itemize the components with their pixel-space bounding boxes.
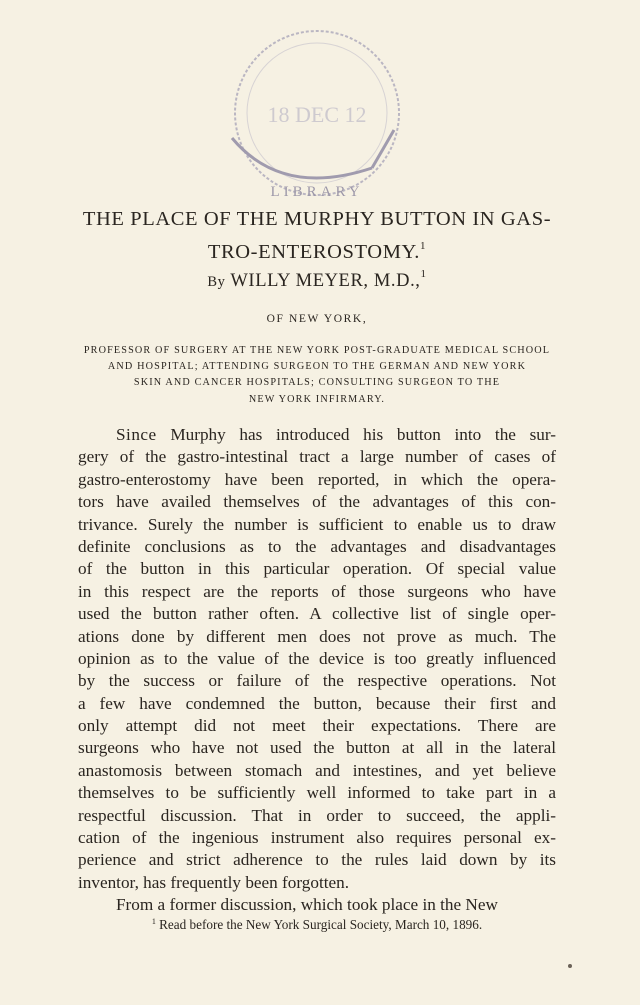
affiliation-line: PROFESSOR OF SURGERY AT THE NEW YORK POST-GRADUATE MEDICAL SCHOOL xyxy=(83,345,551,356)
affiliation-line: AND HOSPITAL; ATTENDING SURGEON TO THE GERMAN AND NEW YORK xyxy=(107,361,527,373)
body-line: in this respect are the reports of those surgeons who have xyxy=(78,581,556,601)
body-line: a few have condemned the button, because their first and xyxy=(78,693,556,713)
body-first-word: Since xyxy=(116,425,157,444)
article-title xyxy=(78,206,556,266)
body-line: From a former discussion, which took place in the New xyxy=(116,895,498,915)
body-line: ations done by different men does not prove as much. The xyxy=(78,626,556,646)
body-line: gery of the gastro-intestinal tract a large number of cases of xyxy=(78,447,556,467)
byline xyxy=(78,268,556,292)
body-line: gastro-enterostomy have been reported, in which the opera- xyxy=(78,469,556,489)
body-line: cation of the ingenious instrument also requires personal ex- xyxy=(78,828,556,848)
title-footnote-mark: 1 xyxy=(420,240,427,252)
affiliation-line: NEW YORK INFIRMARY. xyxy=(248,393,386,405)
body-line: themselves to be sufficiently well informed to take part in a xyxy=(78,783,556,803)
author-name: WILLY MEYER, M.D., xyxy=(230,271,421,291)
body-line: surgeons who have not used the button at all in the lateral xyxy=(78,738,556,758)
stamp-date: 18 DEC 12 xyxy=(267,102,367,127)
author-affiliation xyxy=(78,343,556,408)
stamp-label: LIBRARY xyxy=(270,184,364,200)
title-line-1: THE PLACE OF THE MURPHY BUTTON IN GAS- xyxy=(82,208,552,230)
footnote-mark: 1 xyxy=(151,917,156,926)
body-line: trivance. Surely the number is sufficient to enable us to draw xyxy=(78,514,556,534)
ink-speck xyxy=(568,964,572,968)
footnote xyxy=(78,917,556,933)
affiliation-line: SKIN AND CANCER HOSPITALS; CONSULTING SURGEON TO THE xyxy=(133,377,501,389)
author-footnote-mark: 1 xyxy=(420,268,427,280)
author-location: OF NEW YORK, xyxy=(266,313,368,325)
library-stamp xyxy=(222,18,412,208)
body-text xyxy=(78,424,556,917)
body-line: opinion as to the value of the device is too greatly influenced xyxy=(78,648,556,668)
body-line: perience and strict adherence to the rules laid down by its xyxy=(78,850,556,870)
byline-by: By xyxy=(207,274,226,290)
body-line: of the button in this particular operation. Of special value xyxy=(78,559,556,579)
body-line: inventor, has frequently been forgotten. xyxy=(78,872,350,892)
body-line: respectful discussion. That in order to succeed, the appli- xyxy=(78,805,556,825)
footnote-text: Read before the New York Surgical Society, March 10, 1896. xyxy=(159,917,483,932)
body-line: by the success or failure of the respective operations. Not xyxy=(78,671,556,691)
body-line: definite conclusions as to the advantages and disadvantages xyxy=(78,536,556,556)
body-line: tors have availed themselves of the advantages of this con- xyxy=(78,492,556,512)
title-line-2: TRO-ENTEROSTOMY. xyxy=(207,241,421,263)
body-line: used the button rather often. A collective list of single oper- xyxy=(78,604,556,624)
body-line: only attempt did not meet their expectations. There are xyxy=(78,716,556,736)
body-line: anastomosis between stomach and intestines, and yet believe xyxy=(78,760,556,780)
body-line: Since Murphy has introduced his button into the sur- xyxy=(116,425,556,444)
